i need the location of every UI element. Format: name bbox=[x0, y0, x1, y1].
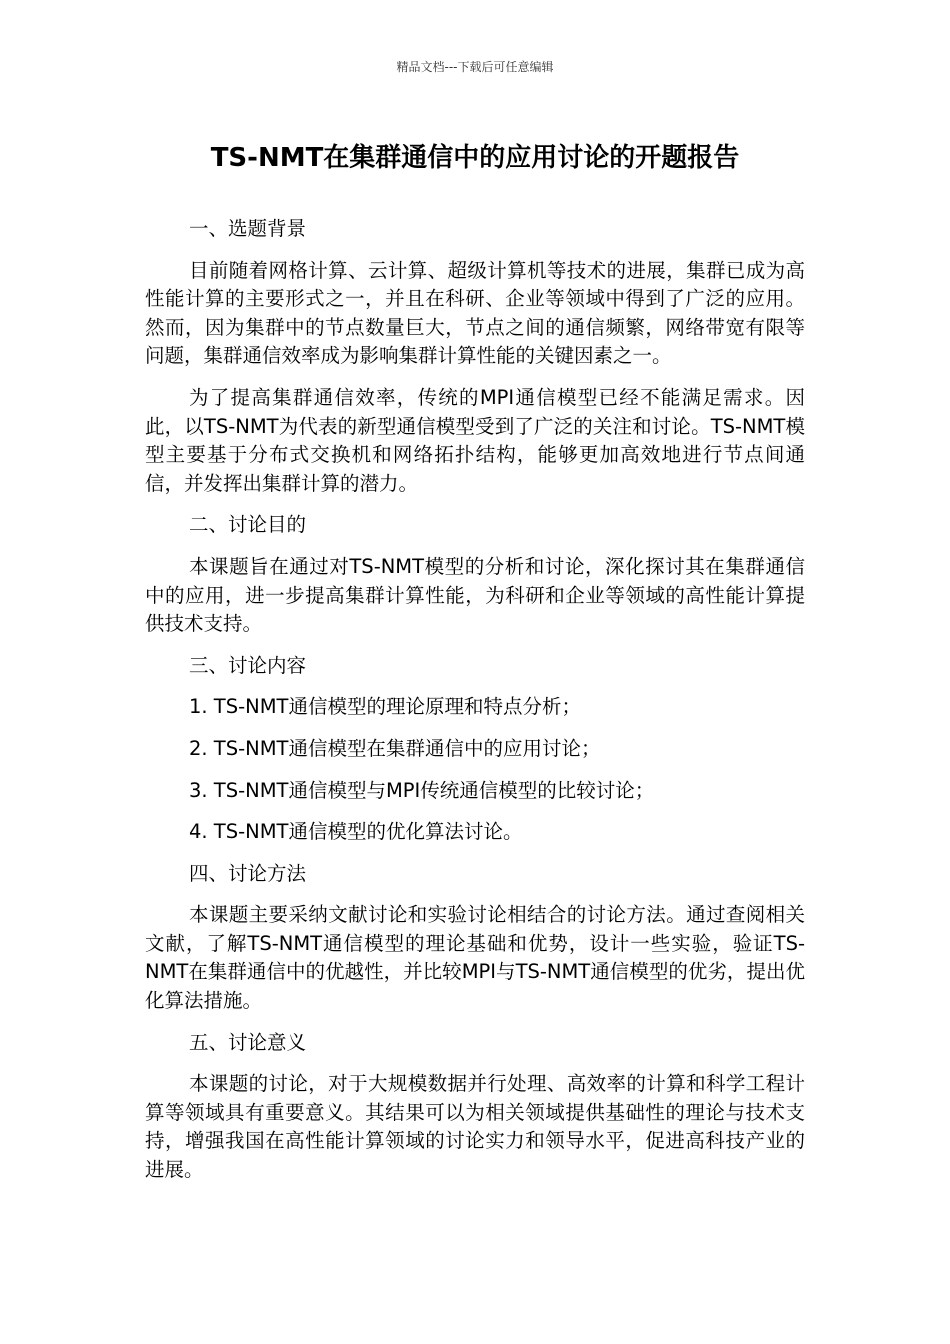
content-list-item-2: 2. TS-NMT通信模型在集群通信中的应用讨论； bbox=[189, 736, 601, 760]
paragraph-method: 本课题主要采纳文献讨论和实验讨论相结合的讨论方法。通过查阅相关文献，了解TS-NMT通信模型的理论基础和优势，设计一些实验，验证TS-NMT在集群通信中的优越性，并比较MPI与TS-NMT通信模型的优劣，提出优化算法措施。 bbox=[145, 903, 805, 1013]
paragraph-background-2: 为了提高集群通信效率，传统的MPI通信模型已经不能满足需求。因此，以TS-NMT为代表的新型通信模型受到了广泛的关注和讨论。TS-NMT模型主要基于分布式交换机和网络拓扑结构，能够更加高效地进行节点间通信，并发挥出集群计算的潜力。 bbox=[145, 385, 805, 495]
document-title: TS-NMT在集群通信中的应用讨论的开题报告 bbox=[210, 143, 740, 173]
section-heading-content: 三、讨论内容 bbox=[189, 653, 307, 677]
section-heading-method: 四、讨论方法 bbox=[189, 861, 307, 885]
header-note: 精品文档---下载后可任意编辑 bbox=[396, 60, 554, 74]
paragraph-background-1: 目前随着网格计算、云计算、超级计算机等技术的进展，集群已成为高性能计算的主要形式之一，并且在科研、企业等领域中得到了广泛的应用。然而，因为集群中的节点数量巨大，节点之间的通信频繁，网络带宽有限等问题，集群通信效率成为影响集群计算性能的关键因素之一。 bbox=[145, 258, 805, 368]
content-list-item-1: 1. TS-NMT通信模型的理论原理和特点分析； bbox=[189, 695, 581, 719]
content-list-item-4: 4. TS-NMT通信模型的优化算法讨论。 bbox=[189, 820, 523, 844]
document-body bbox=[145, 215, 805, 1198]
paragraph-significance: 本课题的讨论，对于大规模数据并行处理、高效率的计算和科学工程计算等领域具有重要意义。其结果可以为相关领域提供基础性的理论与技术支持，增强我国在高性能计算领域的讨论实力和领导水平，促进高科技产业的进展。 bbox=[145, 1072, 805, 1182]
section-heading-significance: 五、讨论意义 bbox=[189, 1030, 307, 1054]
paragraph-purpose: 本课题旨在通过对TS-NMT模型的分析和讨论，深化探讨其在集群通信中的应用，进一步提高集群计算性能，为科研和企业等领域的高性能计算提供技术支持。 bbox=[145, 554, 805, 636]
section-heading-purpose: 二、讨论目的 bbox=[189, 513, 307, 537]
content-list-item-3: 3. TS-NMT通信模型与MPI传统通信模型的比较讨论； bbox=[189, 778, 655, 802]
section-heading-background: 一、选题背景 bbox=[189, 217, 307, 240]
